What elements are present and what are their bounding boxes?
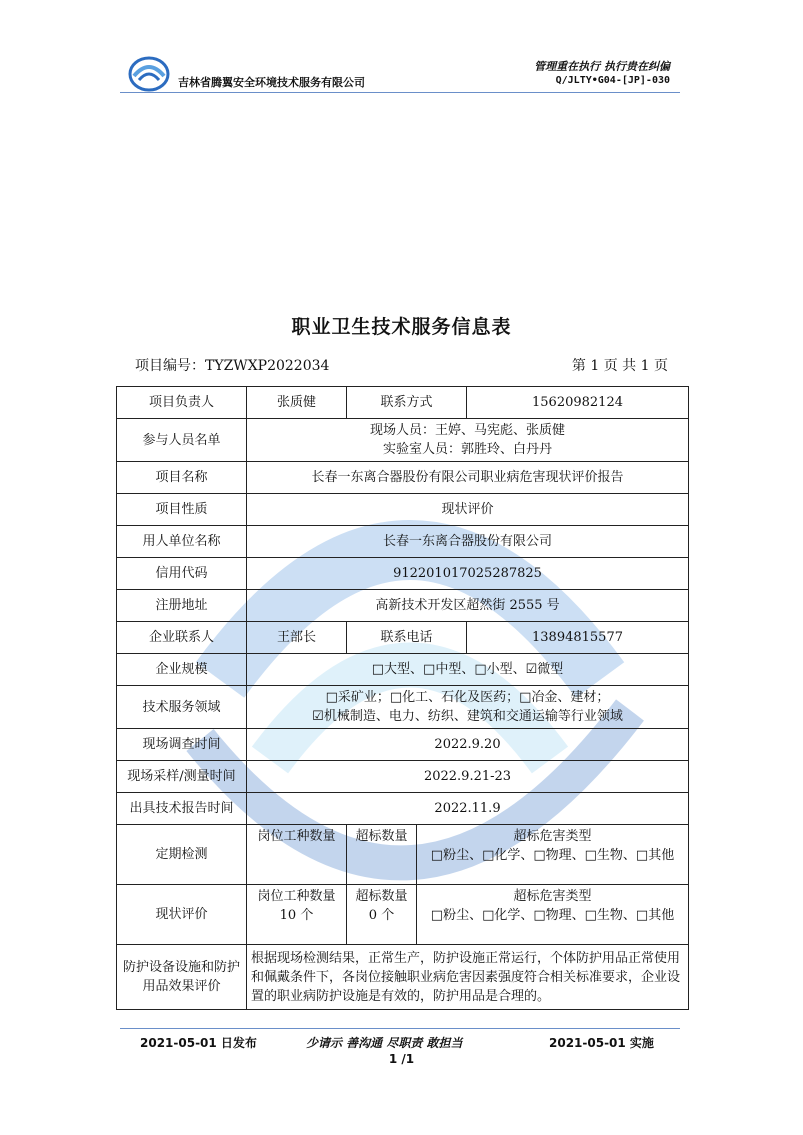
report-label: 出具技术报告时间 — [117, 793, 247, 825]
nature-label: 项目性质 — [117, 494, 247, 526]
protect-value: 根据现场检测结果，正常生产，防护设施正常运行，个体防护用品正常使用和佩戴条件下，各岗位接触职业病危害因素强度符合相关标准要求，企业设置的职业病防护设施是有效的，防护用品是合理的。 — [247, 945, 689, 1010]
current-exceed-label: 超标数量 — [355, 889, 408, 904]
page-title: 职业卫生技术服务信息表 — [291, 316, 512, 338]
sampling-label: 现场采样/测量时间 — [117, 761, 247, 793]
table-row — [117, 945, 689, 1010]
leader-value: 张质健 — [247, 387, 347, 419]
table-row — [117, 387, 689, 419]
current-exceed-value: 0 个 — [368, 908, 395, 923]
nature-value: 现状评价 — [247, 494, 689, 526]
contact-value: 15620982124 — [467, 387, 689, 419]
header-motto: 管理重在执行 执行贵在纠偏 — [534, 60, 670, 73]
members-label: 参与人员名单 — [117, 419, 247, 462]
address-value: 高新技术开发区超然街 2555 号 — [247, 590, 689, 622]
credit-label: 信用代码 — [117, 558, 247, 590]
employer-label: 用人单位名称 — [117, 526, 247, 558]
table-row — [117, 494, 689, 526]
table-row — [117, 419, 689, 462]
scale-value: □大型、□中型、□小型、☑微型 — [247, 654, 689, 686]
project-name-value: 长春一东离合器股份有限公司职业病危害现状评价报告 — [247, 462, 689, 494]
phone-value: 13894815577 — [467, 622, 689, 654]
survey-label: 现场调查时间 — [117, 729, 247, 761]
table-row — [117, 729, 689, 761]
current-hazard-label: 超标危害类型 — [513, 889, 592, 904]
table-row — [117, 761, 689, 793]
page-header — [120, 52, 680, 97]
current-hazard-cell — [417, 885, 689, 945]
survey-value: 2022.9.20 — [247, 729, 689, 761]
field-value — [247, 686, 689, 729]
field-label: 技术服务领域 — [117, 686, 247, 729]
table-row — [117, 825, 689, 885]
current-hazard-options: □粉尘、□化学、□物理、□生物、□其他 — [430, 908, 675, 923]
footer-slogan: 少请示 善沟通 尽职责 敢担当 — [306, 1036, 463, 1050]
members-line-2: 实验室人员：郭胜玲、白丹丹 — [383, 442, 553, 457]
page-info: 第 1 页 共 1 页 — [571, 358, 668, 374]
info-table — [116, 386, 689, 1010]
footer-divider — [120, 1028, 680, 1029]
table-row — [117, 590, 689, 622]
project-number: 项目编号：TYZWXP2022034 — [135, 358, 330, 374]
periodic-hazard-cell — [417, 825, 689, 885]
table-row — [117, 793, 689, 825]
table-row — [117, 686, 689, 729]
table-row — [117, 462, 689, 494]
table-row — [117, 558, 689, 590]
current-exceed-cell — [347, 885, 417, 945]
contact-label: 联系方式 — [347, 387, 467, 419]
table-row — [117, 654, 689, 686]
members-line-1: 现场人员：王婷、马宪彪、张质健 — [370, 423, 566, 438]
periodic-exceed-label: 超标数量 — [347, 825, 417, 885]
enterprise-contact-label: 企业联系人 — [117, 622, 247, 654]
field-line-2: ☑机械制造、电力、纺织、建筑和交通运输等行业领域 — [312, 709, 623, 724]
phone-label: 联系电话 — [347, 622, 467, 654]
project-name-label: 项目名称 — [117, 462, 247, 494]
current-posts-label: 岗位工种数量 — [257, 889, 336, 904]
company-name: 吉林省腾翼安全环境技术服务有限公司 — [178, 76, 365, 89]
periodic-hazard-label: 超标危害类型 — [513, 829, 592, 844]
periodic-posts-label: 岗位工种数量 — [247, 825, 347, 885]
document-code: Q/JLTY•G04-[JP]-030 — [555, 75, 670, 86]
field-line-1: □采矿业；□化工、石化及医药；□冶金、建材； — [325, 690, 610, 705]
publish-date: 2021-05-01 日发布 — [140, 1036, 257, 1050]
leader-label: 项目负责人 — [117, 387, 247, 419]
sampling-value: 2022.9.21-23 — [247, 761, 689, 793]
address-label: 注册地址 — [117, 590, 247, 622]
table-row — [117, 885, 689, 945]
header-divider — [120, 92, 680, 93]
report-value: 2022.11.9 — [247, 793, 689, 825]
company-logo-icon — [128, 54, 170, 92]
enterprise-contact-value: 王部长 — [247, 622, 347, 654]
periodic-hazard-options: □粉尘、□化学、□物理、□生物、□其他 — [430, 848, 675, 863]
periodic-label: 定期检测 — [117, 825, 247, 885]
protect-label: 防护设备设施和防护用品效果评价 — [117, 945, 247, 1010]
employer-value: 长春一东离合器股份有限公司 — [247, 526, 689, 558]
implement-date: 2021-05-01 实施 — [549, 1036, 654, 1050]
current-posts-cell — [247, 885, 347, 945]
page-number: 1 /1 — [388, 1052, 415, 1066]
scale-label: 企业规模 — [117, 654, 247, 686]
current-posts-value: 10 个 — [279, 908, 314, 923]
credit-value: 912201017025287825 — [247, 558, 689, 590]
current-label: 现状评价 — [117, 885, 247, 945]
table-row — [117, 622, 689, 654]
members-value — [247, 419, 689, 462]
table-row — [117, 526, 689, 558]
